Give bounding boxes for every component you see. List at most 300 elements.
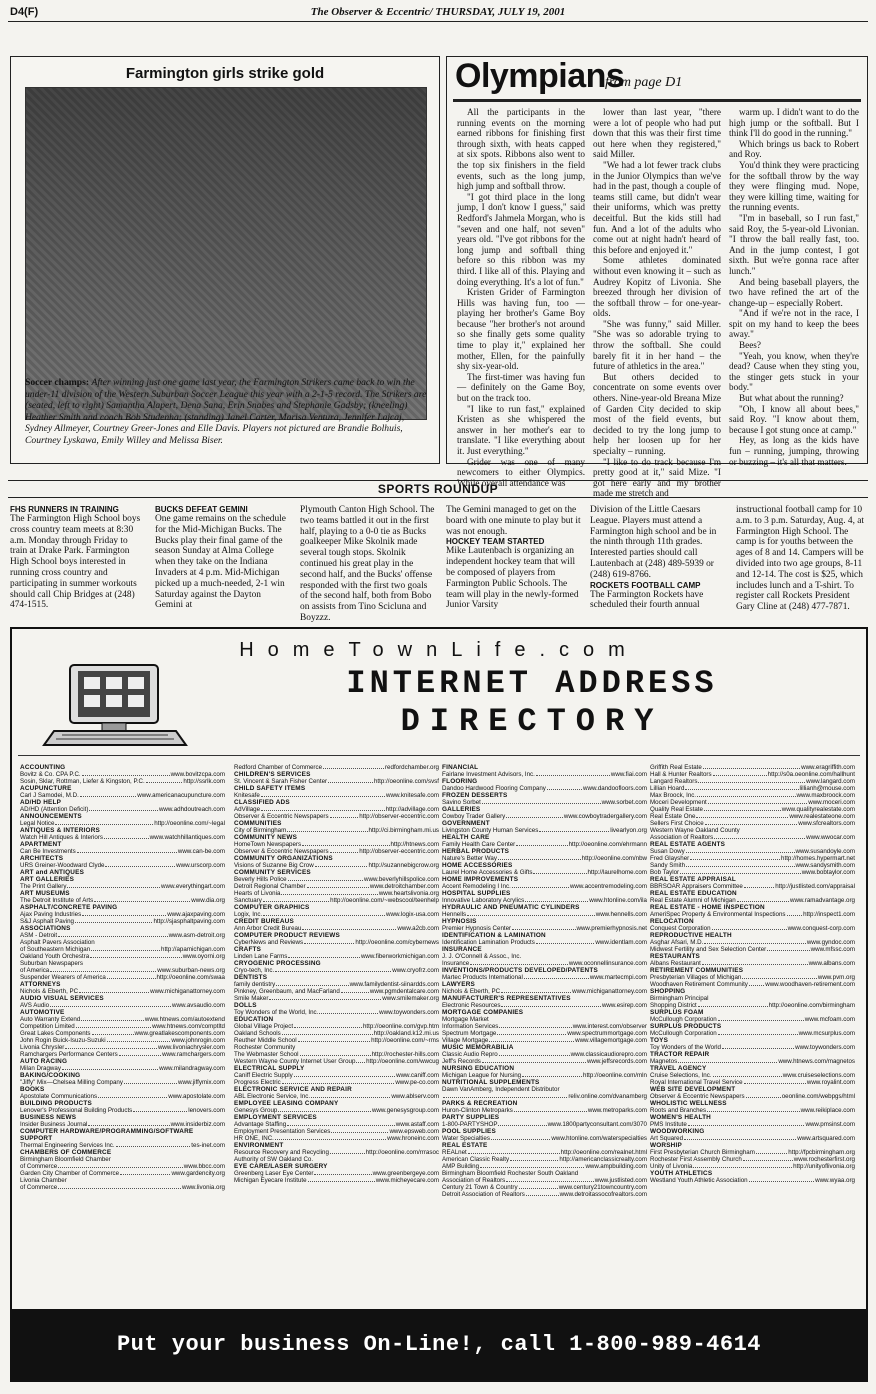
directory-category: CREDIT BUREAUS: [234, 918, 294, 925]
entry-name: Cruise Selections, Inc.: [650, 1072, 712, 1079]
directory-entry: [442, 855, 647, 862]
entry-url[interactable]: www.susandoyle.com: [795, 848, 855, 855]
directory-category: COMMUNITY NEWS: [234, 834, 298, 841]
entry-url[interactable]: www.everythingart.com: [161, 883, 225, 890]
entry-url[interactable]: www.oconnellinsurance.com: [568, 960, 647, 967]
directory-entry: [650, 848, 855, 855]
story-paragraph: And being baseball players, the two have refined the art of the change-up – especially Robert.: [729, 276, 859, 308]
entry-name: Detroit Association of Realtors: [442, 1191, 525, 1198]
story-paragraph: Kristen Grider of Farmington Hills was having fun, too — playing her brother's Game Boy because "her brother's not around so she finally gets some quality time to play it," explained her mother, Ellen, for the painfully shy six-year-old.: [457, 287, 585, 372]
entry-name: Rochester Community: [234, 1044, 296, 1051]
directory-category: EMPLOYMENT SERVICES: [234, 1114, 317, 1121]
entry-url[interactable]: www.maxbroock.com: [796, 792, 855, 799]
entry-url[interactable]: www.sorbet.com: [601, 799, 647, 806]
entry-url[interactable]: http://oeonline.com/realnet.html: [560, 1149, 647, 1156]
entry-url[interactable]: www.wwocar.com: [806, 834, 855, 841]
entry-url[interactable]: www.livonia.org: [182, 1184, 225, 1191]
entry-url[interactable]: www.ramadvantage.org: [789, 897, 855, 904]
entry-url[interactable]: www.genesysgroup.com: [371, 1107, 439, 1114]
entry-name: First Presbyterian Church Birmingham: [650, 1149, 755, 1156]
entry-name: Westland Youth Athletic Association: [650, 1177, 748, 1184]
leader-dots: [522, 1072, 582, 1077]
entry-url[interactable]: redfordchamber.org: [385, 764, 439, 771]
entry-url[interactable]: www.pmsinst.com: [805, 1121, 855, 1128]
roundup-text: The Gemini managed to get on the board with one minute to play but it was not enough.: [446, 505, 581, 537]
directory-entry: [442, 1149, 647, 1156]
leader-dots: [314, 1170, 371, 1175]
directory-category: HOME IMPROVEMENTS: [442, 876, 519, 883]
entry-name: Observer & Eccentric Newspapers: [234, 813, 329, 820]
entry-url[interactable]: www.can-be.com: [177, 848, 225, 855]
entry-url[interactable]: www.detroitchamber.com: [369, 883, 439, 890]
entry-url[interactable]: http://htnews.com: [390, 841, 439, 848]
entry-url[interactable]: www.jeffsrecords.com: [586, 1058, 647, 1065]
entry-url[interactable]: http://oeonline.com/gvp.htm: [362, 1023, 439, 1030]
entry-url[interactable]: www.adhdoutreach.com: [158, 806, 225, 813]
directory-entry: [20, 1016, 225, 1023]
entry-url[interactable]: www.hroneinc.com: [387, 1135, 439, 1142]
directory-entry: [442, 953, 647, 960]
directory-category: CHAMBERS OF COMMERCE: [20, 1149, 112, 1156]
directory-entry: [442, 1191, 647, 1198]
leader-dots: [678, 1058, 777, 1063]
entry-url[interactable]: www.realestateone.com: [789, 813, 855, 820]
story-paragraph: Some athletes dominated without even knowing it – such as Audrey Kopitz of Livonia. She breezed through her division of the softball throw – for one-year-olds.: [593, 255, 721, 319]
entry-url[interactable]: www.htnews.com/magnetos: [778, 1058, 855, 1065]
leader-dots: [104, 834, 149, 839]
headline-rule: [453, 99, 861, 102]
leader-dots: [330, 848, 359, 853]
entry-url[interactable]: http://oeonline.com/ehrmann: [568, 841, 647, 848]
entry-url[interactable]: reliv.online.com/dvanamberg: [568, 1093, 647, 1100]
directory-entry: [234, 876, 439, 883]
entry-url[interactable]: www.mfssc.com: [810, 946, 855, 953]
entry-url[interactable]: www.gyndoc.com: [806, 939, 855, 946]
leader-dots: [718, 1030, 798, 1035]
directory-entry: [442, 1030, 647, 1037]
directory-entry: [650, 855, 855, 862]
entry-url[interactable]: www.spectrummortgage.com: [567, 1030, 647, 1037]
entry-url[interactable]: www.classicaudiorepro.com: [570, 1051, 647, 1058]
entry-url[interactable]: www.metroparks.com: [587, 1107, 647, 1114]
directory-entry: [20, 1177, 225, 1184]
entry-url[interactable]: www.conquest-corp.com: [787, 925, 855, 932]
directory-entry: [234, 890, 439, 897]
entry-url[interactable]: www.ablserv.com: [391, 1093, 439, 1100]
story-paragraph: "I got third place in the long jump, I don't know I guess," said Redford's Jahmela Morgan, who is "seven and one half, not seven" years old. "I've got ribbons for the long jump and softball thing before so this ribbon was my third. I like all of this. Playing and doing everything. It's a lot of fun.": [457, 191, 585, 287]
directory-entry: [442, 1072, 647, 1079]
site-name: HomeTownLife.com: [239, 639, 639, 661]
directory-category: TRACTOR REPAIR: [650, 1051, 710, 1058]
directory-entry: [650, 1079, 855, 1086]
directory-category: HYPNOSIS: [442, 918, 477, 925]
entry-url[interactable]: www.bovitzcpa.com: [170, 771, 225, 778]
entry-url[interactable]: www.milandragway.com: [159, 1065, 225, 1072]
directory-entry: [650, 897, 855, 904]
directory-entry: [442, 869, 647, 876]
entry-url[interactable]: www.htonline.com/waterspecialties: [551, 1135, 647, 1142]
entry-url[interactable]: www.fiai.com: [610, 771, 647, 778]
story-paragraph: "Oh, I know all about bees," said Roy. "I know about them, because I got stung once at camp.": [729, 403, 859, 435]
entry-url[interactable]: www.justlisted.com: [594, 1177, 647, 1184]
entry-url[interactable]: www.ramchargers.com: [162, 1051, 225, 1058]
directory-entry: [20, 792, 225, 799]
entry-name: Jeff's Records: [442, 1058, 481, 1065]
entry-url[interactable]: www.bbcc.com: [183, 1163, 225, 1170]
entry-url[interactable]: www.micheyecare.com: [375, 1177, 439, 1184]
entry-name: Art Squared: [650, 1135, 684, 1142]
entry-url[interactable]: http://oeonline.com/nbw: [581, 855, 647, 862]
entry-url[interactable]: www.logix-usa.com: [386, 911, 439, 918]
entry-url[interactable]: livearlyon.org: [610, 827, 647, 834]
entry-url[interactable]: www.detroitassocofrealtors.com: [559, 1191, 647, 1198]
entry-url[interactable]: www.epsweb.com: [389, 1128, 439, 1135]
entry-name: Presbyterian Villages of Michigan: [650, 974, 742, 981]
leader-dots: [287, 1121, 395, 1126]
directory-category: INVENTIONS/PRODUCTS DEVELOPED/PATENTS: [442, 967, 598, 974]
entry-url[interactable]: www.mcfoam.com: [804, 1016, 855, 1023]
directory-category: ELECTRONIC SERVICE AND REPAIR: [234, 1086, 352, 1093]
entry-url[interactable]: www.greenbergeye.com: [372, 1170, 439, 1177]
directory-call-to-action: Put your business On-Line!, call 1-800-989-4614: [12, 1309, 866, 1381]
entry-url[interactable]: www.americanacupuncture.com: [137, 792, 225, 799]
entry-url[interactable]: www.a2cb.com: [397, 925, 439, 932]
entry-url[interactable]: www.htonline.com/ila: [589, 897, 647, 904]
entry-name: Beverly Hills Police: [234, 876, 287, 883]
directory-category: ACUPUNCTURE: [20, 785, 72, 792]
entry-url[interactable]: www.pe-co.com: [395, 1079, 439, 1086]
entry-url[interactable]: www.apostolate.com: [168, 1093, 225, 1100]
leader-dots: [55, 820, 153, 825]
entry-url[interactable]: www.oyorni.org: [182, 953, 225, 960]
leader-dots: [275, 1135, 386, 1140]
entry-name: Michigan League for Nursing: [442, 1072, 522, 1079]
entry-url[interactable]: www.mcsurplus.com: [798, 1030, 855, 1037]
entry-url[interactable]: www.familydentist-siinardds.com: [349, 981, 439, 988]
entry-url[interactable]: www.bobtaylor.com: [801, 869, 855, 876]
leader-dots: [323, 764, 384, 769]
entry-url[interactable]: www.toywonders.com: [379, 1009, 439, 1016]
leader-dots: [693, 1163, 792, 1168]
entry-url[interactable]: www.ampbuilding.com: [585, 1163, 647, 1170]
directory-category: MORTGAGE COMPANIES: [442, 1009, 524, 1016]
entry-url[interactable]: tes-inet.com: [191, 1142, 225, 1149]
entry-url[interactable]: http://advillage.com: [385, 806, 439, 813]
directory-category: ART GALLERIES: [20, 876, 75, 883]
directory-entry: [20, 1023, 225, 1030]
photo-story: [10, 56, 440, 464]
directory-category: LAWYERS: [442, 981, 476, 988]
entry-url[interactable]: www.premierhypnosis.net: [576, 925, 647, 932]
entry-name: Roots and Branches: [650, 1107, 707, 1114]
directory-entry: [442, 939, 647, 946]
entry-url[interactable]: www.suburban-news.org: [157, 967, 225, 974]
entry-name: Insider Business Journal: [20, 1121, 88, 1128]
directory-entry: [234, 1170, 439, 1177]
directory-category: REAL ESTATE - HOME INSPECTION: [650, 904, 765, 911]
entry-url[interactable]: www.dia.org: [191, 897, 225, 904]
entry-name: Sandy Smith: [650, 862, 686, 869]
entry-name: Laurel Home Accessories & Gifts: [442, 869, 533, 876]
entry-url[interactable]: www.dandoofloors.com: [583, 785, 647, 792]
directory-category: HEALTH CARE: [442, 834, 490, 841]
entry-url[interactable]: www.ajaxpaving.com: [167, 911, 225, 918]
leader-dots: [58, 1163, 183, 1168]
directory-category: TRAVEL AGENCY: [650, 1065, 707, 1072]
leader-dots: [744, 883, 774, 888]
entry-url[interactable]: http://rochester-hills.com: [371, 1051, 439, 1058]
entry-url[interactable]: www.asm-detroit.org: [168, 932, 225, 939]
directory-entry: [650, 764, 855, 771]
entry-url[interactable]: http://suzannebigcrow.org: [368, 862, 439, 869]
entry-url[interactable]: www.cryofrz.com: [392, 967, 439, 974]
entry-url[interactable]: www.reikiplace.com: [800, 1107, 855, 1114]
entry-url[interactable]: www.smilemaker.org: [382, 995, 439, 1002]
entry-url[interactable]: www.martecmpi.com: [589, 974, 647, 981]
leader-dots: [698, 778, 805, 783]
leader-dots: [75, 918, 152, 923]
leader-dots: [62, 1065, 158, 1070]
entry-url[interactable]: www.sandysmith.com: [795, 862, 855, 869]
leader-dots: [514, 1107, 587, 1112]
entry-url[interactable]: www.1800partyconsultant.com/3070: [547, 1121, 647, 1128]
entry-name: Thermal Engineering Services Inc.: [20, 1142, 115, 1149]
roundup-rule-bottom: [8, 497, 868, 498]
directory-category: AUTO RACING: [20, 1058, 68, 1065]
entry-name: Hearts of Livonia: [234, 890, 281, 897]
entry-url[interactable]: www.insiderbiz.com: [170, 1121, 225, 1128]
leader-dots: [690, 855, 780, 860]
leader-dots: [276, 981, 348, 986]
directory-category: ATTORNEYS: [20, 981, 61, 988]
entry-name: Cowboy Trader Gallery: [442, 813, 506, 820]
directory-entry: [234, 1058, 439, 1065]
entry-url[interactable]: oeonline.com/webpgs/html: [781, 1093, 855, 1100]
leader-dots: [480, 1163, 584, 1168]
entry-url[interactable]: www.rochesterfirst.org: [793, 1156, 855, 1163]
entry-url[interactable]: http://oeonline.com/~rms: [371, 1037, 439, 1044]
entry-url[interactable]: www.cowboytradergallery.com: [563, 813, 647, 820]
entry-url[interactable]: http://oeonline.com/rrrasoc: [365, 1149, 439, 1156]
entry-url[interactable]: http://unityoflivonia.org: [793, 1163, 855, 1170]
directory-category: RESTAURANTS: [650, 953, 701, 960]
entry-name: Magnetos: [650, 1058, 678, 1065]
leader-dots: [498, 855, 581, 860]
entry-url[interactable]: www.watchhillantiques.com: [149, 834, 225, 841]
entry-url[interactable]: http://apamichigan.com: [161, 946, 225, 953]
entry-url[interactable]: www.beverlyhillspolice.com: [364, 876, 439, 883]
entry-url[interactable]: www.albans.com: [808, 960, 855, 967]
entry-url[interactable]: www.heartslivonia.org: [378, 890, 439, 897]
entry-url[interactable]: www.artsquared.com: [797, 1135, 855, 1142]
entry-url[interactable]: http://oeonline.com/~webscool/teenhelp: [330, 897, 439, 904]
entry-url[interactable]: www.cruiseselections.com: [782, 1072, 855, 1079]
entry-name: Family Health Care Center: [442, 841, 516, 848]
entry-url[interactable]: www.esirep.com: [601, 1002, 647, 1009]
photo-caption: [25, 377, 429, 447]
story-paragraph: "I like to do track because I'm pretty good at it," said Mize. "I got here early and my brother made me stretch and: [593, 456, 721, 499]
entry-name: Observer & Eccentric Newspapers: [650, 1093, 745, 1100]
directory-entry: [20, 1030, 225, 1037]
directory-column-1: [20, 764, 225, 1191]
entry-url[interactable]: www.moceri.com: [808, 799, 855, 806]
entry-url[interactable]: www.accentremodeling.com: [569, 883, 647, 890]
roundup-rule-top: [8, 480, 868, 481]
entry-name: Electronic Resources: [442, 1002, 501, 1009]
directory-entry: [234, 1079, 439, 1086]
entry-name: PMS Institute: [650, 1121, 687, 1128]
directory-category: TOYS: [650, 1037, 669, 1044]
entry-url[interactable]: http://observer-eccentric.com: [359, 848, 439, 855]
directory-entry: [442, 1058, 647, 1065]
entry-url[interactable]: www.pgmdentalcare.com: [369, 988, 439, 995]
entry-url[interactable]: www.hennells.com: [595, 911, 647, 918]
directory-entry: [650, 1072, 855, 1079]
entry-url[interactable]: www.fiberworkmichigan.com: [360, 953, 439, 960]
entry-name: of Southeastern Michigan: [20, 946, 91, 953]
team-photo: [25, 87, 427, 420]
entry-url[interactable]: www.jiffymix.com: [178, 1079, 225, 1086]
entry-name: J. J. O'Connell & Assoc., Inc.: [442, 953, 522, 960]
directory-category: INSURANCE: [442, 946, 482, 953]
entry-url[interactable]: www.caniff.com: [396, 1072, 439, 1079]
directory-entry: [20, 1163, 225, 1170]
leader-dots: [263, 897, 329, 902]
entry-url[interactable]: http://oeonline.com/mln: [583, 1072, 647, 1079]
entry-url[interactable]: www.greatlakescomponents.com: [134, 1030, 225, 1037]
entry-url[interactable]: www.urscorp.com: [176, 862, 225, 869]
entry-name: Auto Warranty Extend: [20, 1016, 81, 1023]
entry-url[interactable]: www.woodhaven-retirement.com: [765, 981, 855, 988]
directory-entry: [650, 1121, 855, 1128]
directory-entry: [650, 883, 855, 890]
entry-name: CyberNews and Reviews: [234, 939, 304, 946]
entry-url[interactable]: www.astaff.com: [395, 1121, 439, 1128]
directory-category: RETIREMENT COMMUNITIES: [650, 967, 744, 974]
directory-entry: [650, 946, 855, 953]
entry-url[interactable]: http://oeonline.com/birmingham: [768, 1002, 855, 1009]
leader-dots: [737, 897, 789, 902]
entry-url[interactable]: http://americanclassicrealty.com: [559, 1156, 647, 1163]
entry-url[interactable]: http://sjasphaltpaving.com: [153, 918, 225, 925]
entry-url[interactable]: www.michiganattorney.com: [572, 988, 647, 995]
entry-url[interactable]: www.royalint.com: [806, 1079, 855, 1086]
entry-url[interactable]: http://ssrlk.com: [183, 778, 225, 785]
directory-entry: [650, 1002, 855, 1009]
directory-rule: [18, 755, 860, 756]
entry-url[interactable]: www.century21towncountry.com: [558, 1184, 647, 1191]
entry-url[interactable]: http://ci.birmingham.mi.us: [368, 827, 439, 834]
entry-url[interactable]: www.gardencity.org: [171, 1170, 225, 1177]
entry-url[interactable]: www.langard.com: [806, 778, 855, 785]
entry-url[interactable]: http://s0a.oeonline.com/hallhunt: [767, 771, 855, 778]
entry-url[interactable]: www.johnrogin.com: [171, 1037, 225, 1044]
leader-dots: [498, 1121, 546, 1126]
leader-dots: [482, 799, 601, 804]
entry-url[interactable]: http://oeonline.com/swaa: [156, 974, 225, 981]
entry-name: Oakland Youth Orchestra: [20, 953, 90, 960]
directory-entry: [234, 764, 439, 771]
entry-url[interactable]: www.villagemortgage.com: [575, 1037, 647, 1044]
leader-dots: [519, 1184, 558, 1189]
entry-name: Knitesafe: [234, 792, 260, 799]
directory-entry: [442, 1156, 647, 1163]
directory-entry: [234, 1023, 439, 1030]
entry-url[interactable]: http://justlisted.com/appraisal: [775, 883, 855, 890]
leader-dots: [749, 1177, 815, 1182]
entry-name: Martec Products International: [442, 974, 523, 981]
leader-dots: [501, 1002, 600, 1007]
directory-entry: [20, 939, 225, 946]
leader-dots: [275, 967, 391, 972]
entry-url[interactable]: www.sfcrealtors.com: [798, 820, 855, 827]
leader-dots: [58, 1184, 181, 1189]
entry-name: Great Lakes Components: [20, 1030, 91, 1037]
entry-url[interactable]: http://oeonline.com/wwcug: [366, 1058, 439, 1065]
entry-url[interactable]: www.toywonders.com: [795, 1044, 855, 1051]
leader-dots: [506, 813, 563, 818]
directory-entry: [442, 960, 647, 967]
entry-url[interactable]: http://oeonline.com/cybernews: [355, 939, 439, 946]
leader-dots: [288, 953, 360, 958]
entry-url[interactable]: www.avsaudio.com: [172, 1002, 225, 1009]
leader-dots: [491, 1135, 550, 1140]
entry-url[interactable]: www.livoniachrysler.com: [157, 1044, 225, 1051]
entry-url[interactable]: www.wyaa.org: [815, 1177, 855, 1184]
entry-url[interactable]: lenovers.com: [188, 1107, 225, 1114]
directory-entry: [650, 820, 855, 827]
masthead: The Observer & Eccentric/ THURSDAY, JULY 19, 2001: [310, 6, 566, 18]
entry-name: Progress Electric: [234, 1079, 281, 1086]
directory-entry: [442, 1170, 647, 1177]
leader-dots: [707, 1107, 800, 1112]
directory-entry: [234, 778, 439, 785]
entry-url[interactable]: www.interest.com/observer: [572, 1023, 647, 1030]
entry-name: Cryo-tech, Inc.: [234, 967, 275, 974]
entry-url[interactable]: http://oakland.k12.mi.us: [373, 1030, 439, 1037]
entry-name: Resource Recovery and Recycling: [234, 1149, 329, 1156]
entry-url[interactable]: http://oeonline.com/svsf: [373, 778, 439, 785]
entry-url[interactable]: http://homes.hypermart.net: [781, 855, 855, 862]
entry-url[interactable]: http://oeonline.com/~legal: [154, 820, 225, 827]
directory-category: COMPUTER GRAPHICS: [234, 904, 310, 911]
entry-name: Conquest Corporation: [650, 925, 711, 932]
directory-entry: [234, 883, 439, 890]
leader-dots: [536, 939, 595, 944]
entry-url[interactable]: www.michiganattorney.com: [150, 988, 225, 995]
entry-url[interactable]: www.qualityrealestate.com: [781, 806, 855, 813]
roundup-text: The Farmington Rockets have scheduled their fourth annual: [590, 589, 704, 611]
entry-name: Accent Remodeling I Inc.: [442, 883, 511, 890]
directory-entry: [234, 806, 439, 813]
directory-entry: [234, 925, 439, 932]
entry-url[interactable]: www.eragriffith.com: [801, 764, 855, 771]
entry-url[interactable]: www.knitesafe.com: [386, 792, 439, 799]
entry-url[interactable]: www.htnews.com/comptltd: [152, 1023, 225, 1030]
entry-url[interactable]: www.htnews.com/autoextend: [144, 1016, 225, 1023]
entry-url[interactable]: http://inspect1.com: [803, 911, 855, 918]
entry-url[interactable]: http://observer-eccentric.com: [359, 813, 439, 820]
entry-url[interactable]: lillianh@mouse.com: [799, 785, 855, 792]
entry-url[interactable]: http://laurelhome.com: [587, 869, 647, 876]
entry-url[interactable]: http://fpcbirmingham.org: [788, 1149, 855, 1156]
leader-dots: [524, 974, 589, 979]
entry-url[interactable]: www.identlam.com: [595, 939, 647, 946]
directory-entry: [442, 1037, 647, 1044]
directory-entry: [442, 1016, 647, 1023]
roundup-column-3: [300, 505, 436, 624]
entry-url[interactable]: www.pvm.org: [817, 974, 855, 981]
